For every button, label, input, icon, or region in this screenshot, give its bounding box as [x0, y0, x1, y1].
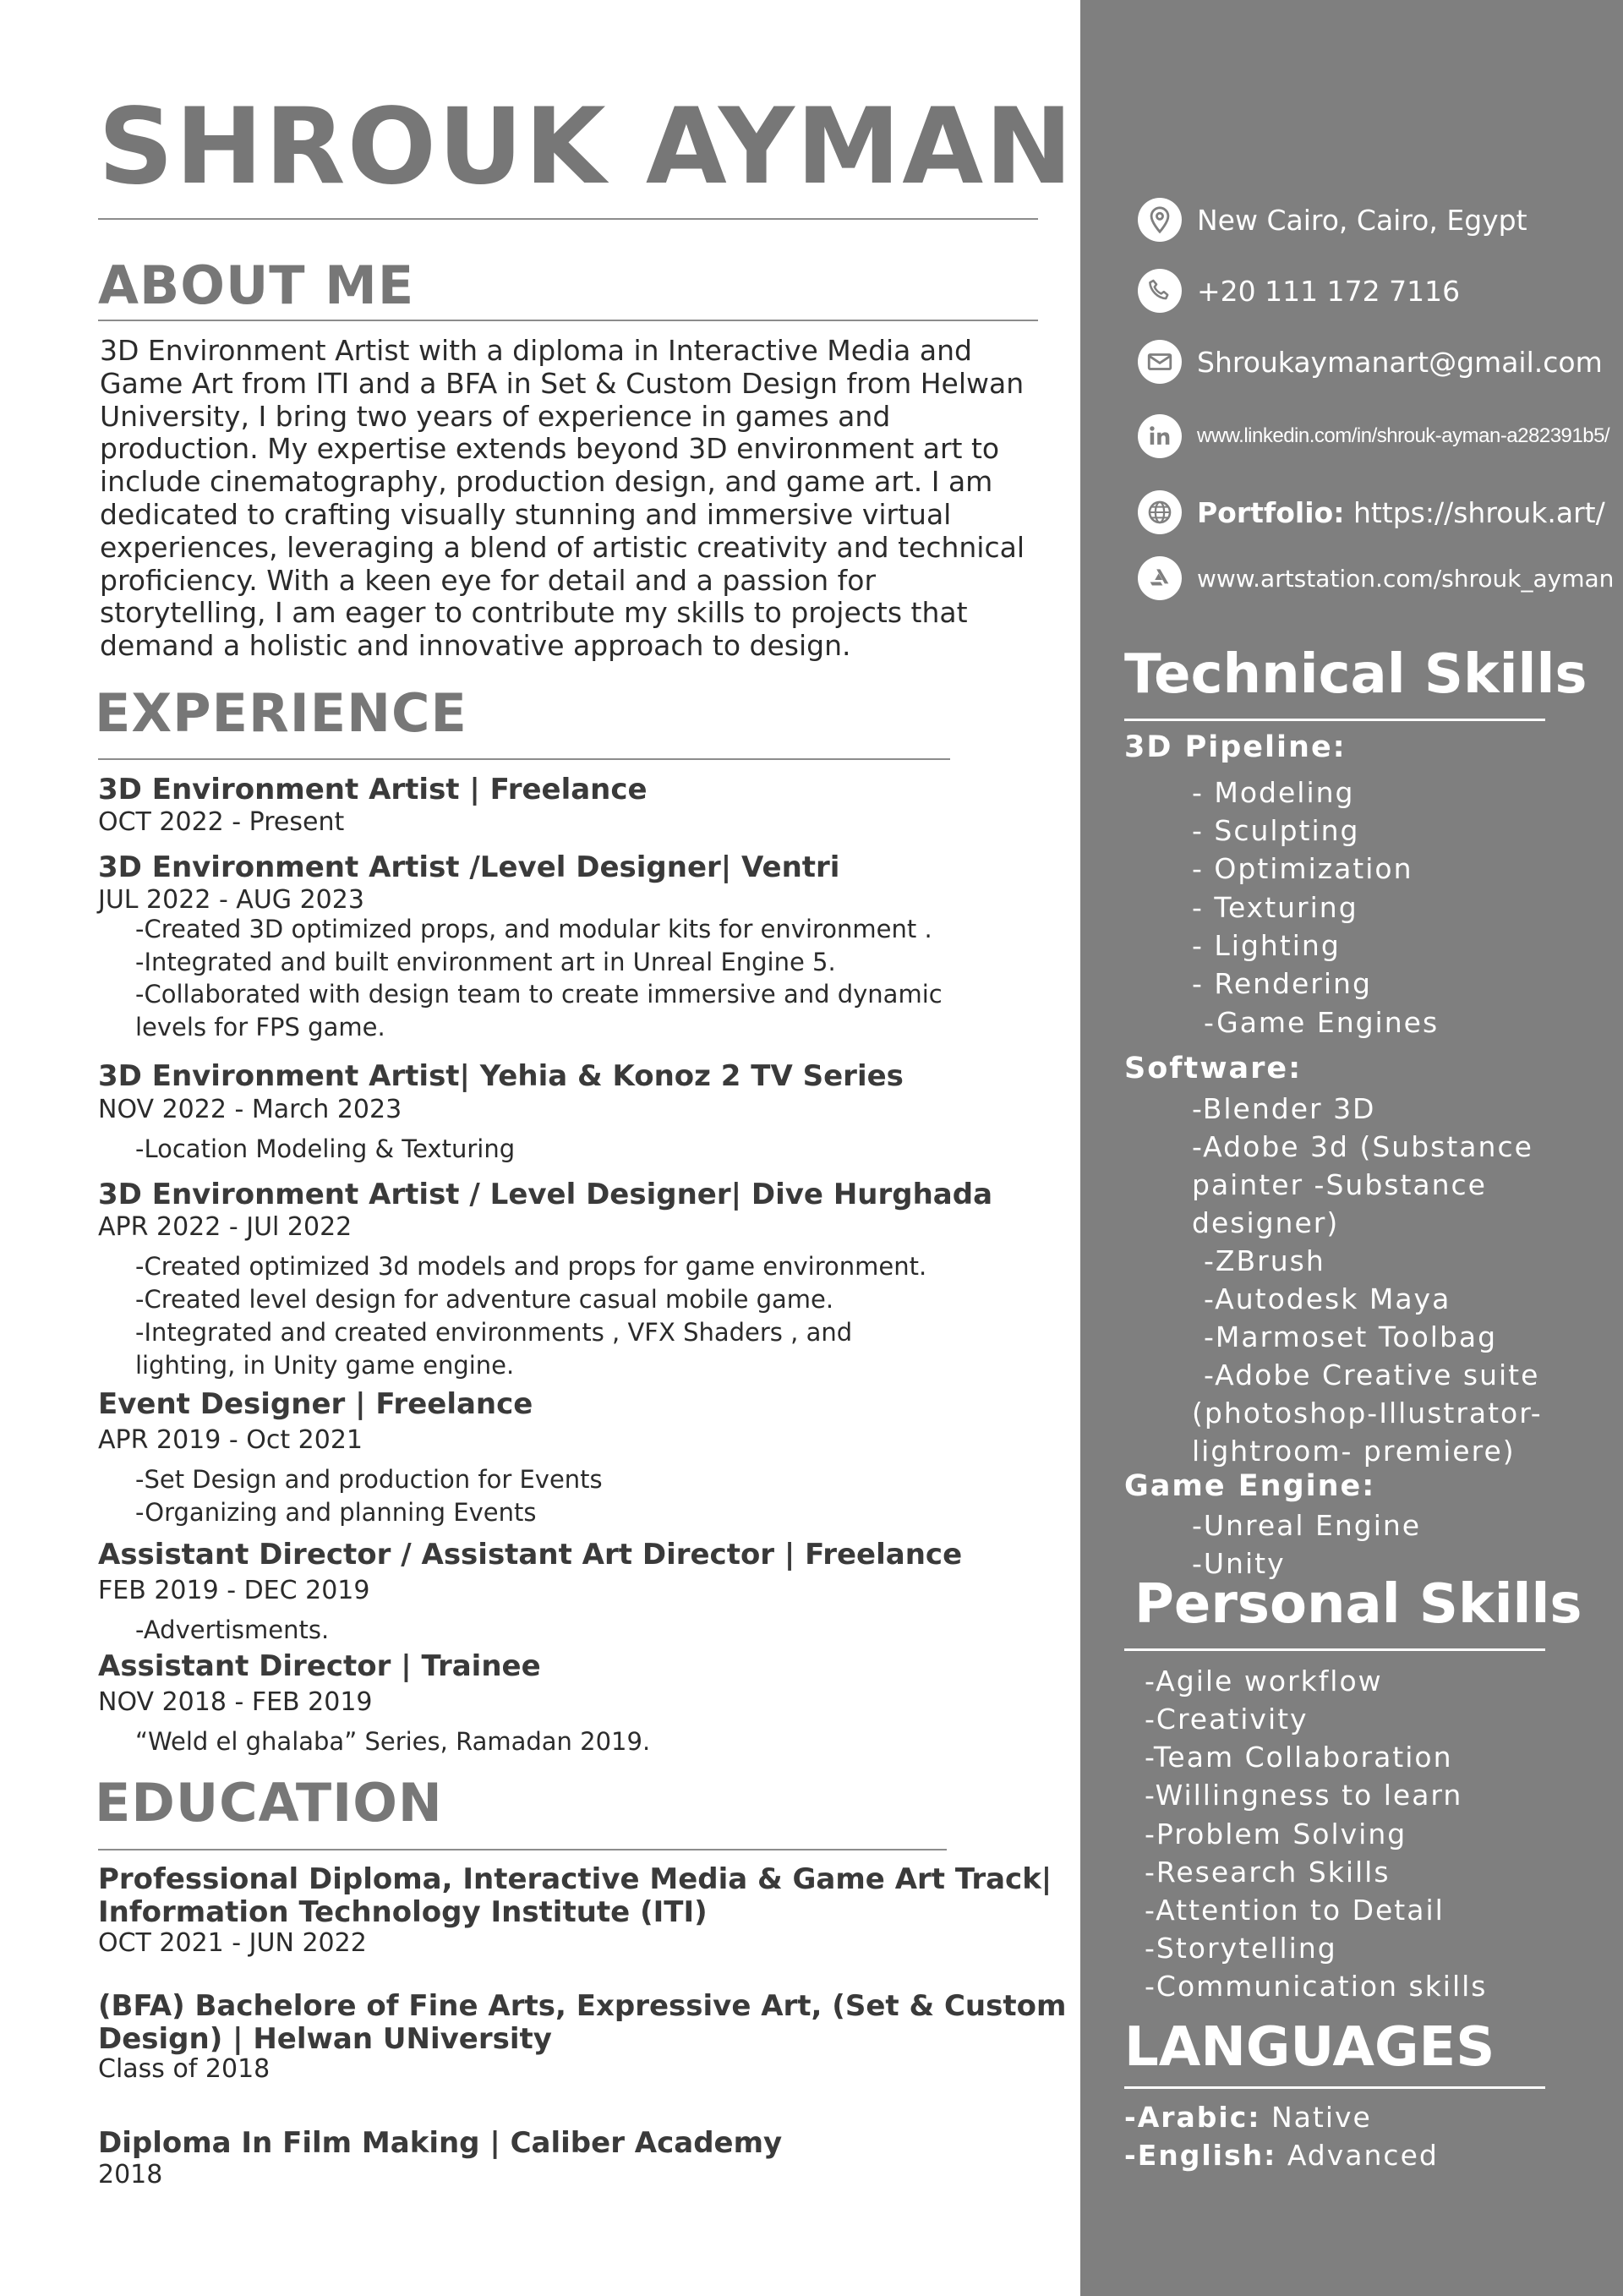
education-item-title	[98, 1863, 1079, 1929]
personal-skill-item: -Attention to Detail	[1145, 1894, 1445, 1927]
email-icon	[1138, 340, 1182, 384]
education-title: EDUCATION	[95, 1772, 443, 1834]
job-bullet: -Organizing and planning Events	[135, 1498, 537, 1527]
job-bullet: -Integrated and created environments , VFX Shaders , and	[135, 1318, 853, 1347]
job-bullet: -Created optimized 3d models and props for game environment.	[135, 1252, 927, 1281]
about-line: dedicated to crafting visually stunning and immersive virtual	[100, 497, 952, 531]
education-date: Class of 2018	[98, 2054, 270, 2084]
pipeline-item: - Sculpting	[1192, 814, 1360, 847]
engine-item: -Unreal Engine	[1192, 1509, 1422, 1542]
personal-skills-divider	[1124, 1648, 1545, 1651]
job-bullet: -Created level design for adventure casual mobile game.	[135, 1285, 834, 1314]
portfolio-label: Portfolio:	[1197, 495, 1345, 529]
software-item: painter -Substance	[1192, 1168, 1487, 1201]
personal-skill-item: -Communication skills	[1145, 1970, 1488, 2003]
phone-text[interactable]: +20 111 172 7116	[1197, 274, 1461, 308]
contact-location	[1138, 196, 1527, 243]
language-label: -English:	[1124, 2139, 1277, 2172]
contact-phone[interactable]	[1138, 267, 1460, 314]
job-bullet: levels for FPS game.	[135, 1013, 385, 1041]
education-title-line: Diploma In Film Making | Caliber Academy	[98, 2126, 783, 2160]
language-label: -Arabic:	[1124, 2101, 1261, 2134]
software-label: Software:	[1124, 1052, 1303, 1085]
about-line: Game Art from ITI and a BFA in Set & Custom Design from Helwan	[100, 366, 1025, 400]
education-item-title	[98, 1990, 1079, 2056]
name-divider	[98, 218, 1038, 220]
job-bullet: -Collaborated with design team to create immersive and dynamic	[135, 980, 943, 1009]
linkedin-icon	[1138, 414, 1182, 458]
technical-skills-title: Technical Skills	[1124, 643, 1587, 706]
job-date: JUL 2022 - AUG 2023	[98, 885, 364, 915]
education-divider	[98, 1849, 947, 1850]
pipeline-label: 3D Pipeline:	[1124, 730, 1347, 764]
about-line: demand a holistic and innovative approach to design.	[100, 629, 851, 663]
language-english	[1124, 2136, 1439, 2174]
pipeline-item: - Rendering	[1192, 967, 1372, 1000]
education-item-title	[98, 2127, 1079, 2160]
artstation-link[interactable]: www.artstation.com/shrouk_ayman	[1197, 564, 1615, 593]
about-line: storytelling, I am eager to contribute my skills to projects that	[100, 596, 968, 630]
candidate-name: SHROUK AYMAN	[98, 86, 1074, 208]
about-divider	[98, 320, 1038, 321]
job-bullet: lighting, in Unity game engine.	[135, 1351, 515, 1380]
about-title: ABOUT ME	[98, 254, 415, 316]
contact-portfolio[interactable]	[1138, 489, 1605, 536]
about-line: 3D Environment Artist with a diploma in Interactive Media and	[100, 334, 972, 367]
software-item: -Autodesk Maya	[1204, 1282, 1451, 1315]
email-link[interactable]: Shroukaymanart@gmail.com	[1197, 345, 1603, 379]
contact-artstation[interactable]	[1138, 555, 1614, 602]
personal-skill-item: -Storytelling	[1145, 1932, 1337, 1965]
job-date: APR 2022 - JUl 2022	[98, 1212, 352, 1242]
job-title: 3D Environment Artist| Yehia & Konoz 2 TV Series	[98, 1059, 904, 1093]
software-item: -ZBrush	[1204, 1244, 1325, 1277]
job-title: 3D Environment Artist / Level Designer| Dive Hurghada	[98, 1178, 993, 1211]
personal-skill-item: -Willingness to learn	[1145, 1779, 1463, 1812]
pipeline-item: - Texturing	[1192, 891, 1358, 924]
software-item: -Marmoset Toolbag	[1204, 1320, 1498, 1353]
personal-skill-item: -Research Skills	[1145, 1856, 1391, 1889]
languages-divider	[1124, 2086, 1545, 2089]
job-date: OCT 2022 - Present	[98, 807, 345, 837]
linkedin-link[interactable]: www.linkedin.com/in/shrouk-ayman-a282391b5/	[1197, 424, 1610, 447]
job-title: Assistant Director | Trainee	[98, 1649, 541, 1683]
globe-icon	[1138, 490, 1182, 534]
education-date: 2018	[98, 2160, 163, 2189]
job-bullet: -Location Modeling & Texturing	[135, 1134, 516, 1163]
about-text	[100, 335, 1046, 663]
language-level: Native	[1271, 2101, 1372, 2134]
personal-skill-item: -Agile workflow	[1145, 1665, 1383, 1697]
education-title-line: (BFA) Bachelore of Fine Arts, Expressive Art, (Set & Custom	[98, 1989, 1067, 2023]
job-bullet: -Integrated and built environment art in Unreal Engine 5.	[135, 948, 836, 976]
job-bullet: -Set Design and production for Events	[135, 1465, 603, 1494]
portfolio-text	[1197, 496, 1605, 529]
job-bullet: “Weld el ghalaba” Series, Ramadan 2019.	[135, 1727, 651, 1756]
about-line: experiences, leveraging a blend of artistic creativity and technical	[100, 530, 1025, 564]
education-title-line: Professional Diploma, Interactive Media & Game Art Track|	[98, 1862, 1052, 1896]
job-date: FEB 2019 - DEC 2019	[98, 1576, 370, 1605]
personal-skill-item: -Creativity	[1145, 1703, 1309, 1736]
pipeline-item: - Modeling	[1192, 776, 1355, 809]
phone-icon	[1138, 269, 1182, 313]
software-item: -Adobe 3d (Substance	[1192, 1130, 1533, 1163]
about-line: University, I bring two years of experience in games and	[100, 399, 891, 433]
about-line: production. My expertise extends beyond 3D environment art to	[100, 432, 1000, 466]
personal-skills-title: Personal Skills	[1134, 1573, 1582, 1636]
contact-email[interactable]	[1138, 338, 1603, 385]
sidebar	[1080, 0, 1623, 2296]
experience-divider	[98, 758, 950, 760]
location-text: New Cairo, Cairo, Egypt	[1197, 203, 1527, 237]
job-bullet: -Advertisments.	[135, 1615, 330, 1644]
location-pin-icon	[1138, 198, 1182, 242]
about-line: proficiency. With a keen eye for detail and a passion for	[100, 563, 877, 597]
job-date: NOV 2018 - FEB 2019	[98, 1687, 373, 1717]
languages-title: LANGUAGES	[1124, 2016, 1495, 2079]
job-date: NOV 2022 - March 2023	[98, 1095, 402, 1124]
game-engine-label: Game Engine:	[1124, 1469, 1376, 1503]
software-item: -Adobe Creative suite	[1204, 1358, 1540, 1391]
pipeline-item: -Game Engines	[1204, 1006, 1440, 1039]
portfolio-link[interactable]: https://shrouk.art/	[1352, 495, 1605, 529]
experience-title: EXPERIENCE	[95, 682, 467, 744]
job-date: APR 2019 - Oct 2021	[98, 1425, 363, 1455]
software-item: (photoshop-Illustrator-	[1192, 1397, 1543, 1430]
personal-skill-item: -Problem Solving	[1145, 1818, 1407, 1850]
contact-linkedin[interactable]	[1138, 413, 1609, 460]
software-item: lightroom- premiere)	[1192, 1435, 1516, 1468]
engine-item: -Unity	[1192, 1547, 1286, 1580]
language-arabic	[1124, 2098, 1372, 2136]
personal-skill-item: -Team Collaboration	[1145, 1741, 1453, 1774]
job-title: Event Designer | Freelance	[98, 1387, 533, 1421]
job-bullet: -Created 3D optimized props, and modular kits for environment .	[135, 915, 932, 943]
education-title-line: Design) | Helwan UNiversity	[98, 2022, 552, 2056]
technical-skills-divider	[1124, 719, 1545, 721]
about-line: include cinematography, production design, and game art. I am	[100, 465, 993, 499]
language-level: Advanced	[1287, 2139, 1439, 2172]
pipeline-item: - Optimization	[1192, 852, 1413, 885]
software-item: -Blender 3D	[1192, 1092, 1376, 1125]
software-item: designer)	[1192, 1206, 1340, 1239]
job-title: Assistant Director / Assistant Art Director | Freelance	[98, 1538, 963, 1572]
education-title-line: Information Technology Institute (ITI)	[98, 1895, 708, 1929]
pipeline-item: - Lighting	[1192, 929, 1341, 962]
job-title: 3D Environment Artist | Freelance	[98, 773, 648, 806]
education-date: OCT 2021 - JUN 2022	[98, 1928, 367, 1958]
job-title: 3D Environment Artist /Level Designer| Ventri	[98, 850, 840, 884]
artstation-icon	[1138, 556, 1182, 600]
